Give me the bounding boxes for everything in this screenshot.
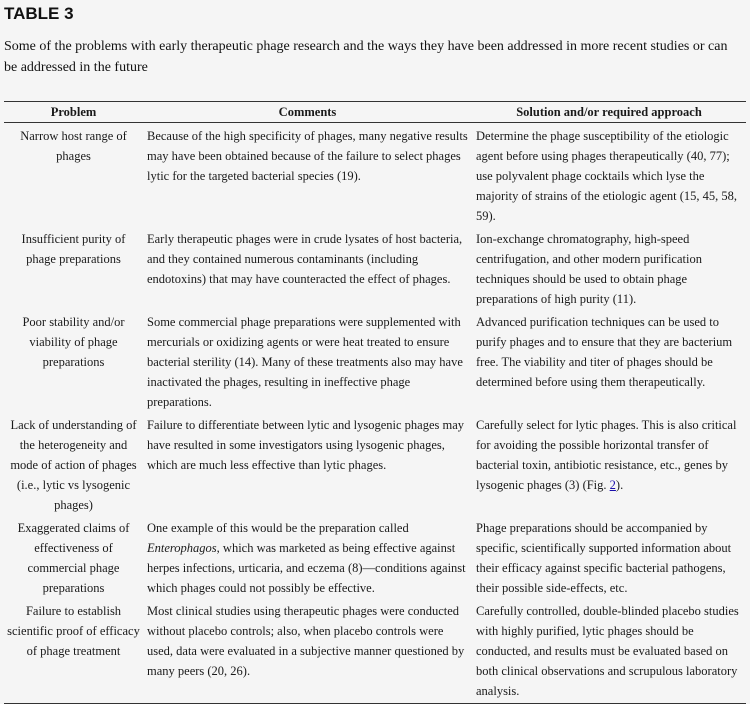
enterophagos-italic: Enterophagos — [147, 541, 217, 555]
comments-text: One example of this would be the preparation called — [147, 521, 409, 535]
problem-cell: Narrow host range of phages — [20, 129, 127, 163]
comments-cell: Early therapeutic phages were in crude lysates of host bacteria, and they contained numerous contaminants (including endotoxins) that may have counteracted the effect of phages. — [147, 232, 463, 286]
table-row — [4, 226, 746, 309]
comments-cell: Some commercial phage preparations were supplemented with mercurials or oxidizing agents or were heat treated to ensure bacterial sterility (14). Many of these treatments also may have inactivated the phages, resulting in ineffective phage preparations. — [147, 315, 463, 409]
solution-cell: Determine the phage susceptibility of the etiologic agent before using phages therapeutically (40, 77); use polyvalent phage cocktails which lyse the majority of strains of the etiologic agent (15, 45, 58, 59). — [476, 129, 738, 223]
table-title: TABLE 3 — [4, 4, 74, 23]
header-comments: Comments — [278, 105, 337, 119]
solution-text-end: ). — [615, 478, 624, 492]
header-solution: Solution and/or required approach — [516, 105, 702, 119]
phage-problems-table — [4, 101, 746, 704]
problem-cell: Poor stability and/or viability of phage preparations — [22, 315, 125, 369]
table-row — [4, 412, 746, 515]
solution-cell: Ion-exchange chromatography, high-speed centrifugation, and other modern purification techniques should be used to obtain phage preparations of high purity (11). — [476, 232, 702, 306]
figure-2-link[interactable]: 2 — [609, 478, 616, 492]
solution-cell: Phage preparations should be accompanied by specific, scientifically supported information about their efficacy against specific bacterial pathogens, their possible side-effects, etc. — [476, 521, 732, 595]
comments-cell: Failure to differentiate between lytic and lysogenic phages may have resulted in some investigators using lysogenic phages, which are much less effective than lytic phages. — [147, 418, 465, 472]
solution-cell — [472, 412, 746, 515]
solution-cell: Advanced purification techniques can be used to purify phages and to ensure that they are bacterium free. The viability and titer of phages should be determined before using them therapeutically. — [476, 315, 733, 389]
table-row — [4, 309, 746, 412]
table-row — [4, 598, 746, 704]
table-caption: Some of the problems with early therapeutic phage research and the ways they have been addressed in more recent studies or can be addressed in the future — [4, 39, 728, 75]
table-row — [4, 123, 746, 227]
comments-cell — [143, 515, 472, 598]
solution-cell: Carefully controlled, double-blinded placebo studies with highly purified, lytic phages should be conducted, and results must be evaluated based on both clinical observations and scrupulous laboratory analysis. — [476, 604, 739, 698]
solution-text: Carefully select for lytic phages. This is also critical for avoiding the possible horizontal transfer of bacterial toxin, antibiotic resistance, etc., genes by lysogenic phages (3) (Fig. — [476, 418, 737, 492]
problem-cell: Lack of understanding of the heterogeneity and mode of action of phages (i.e., lytic vs lysogenic phages) — [10, 418, 137, 512]
problem-cell: Exaggerated claims of effectiveness of commercial phage preparations — [17, 521, 130, 595]
header-problem: Problem — [50, 105, 97, 119]
comments-text-end: , which was marketed as being effective against herpes infections, urticaria, and eczema (8)—conditions against which phages could not possibly be effective. — [147, 541, 466, 595]
comments-cell: Most clinical studies using therapeutic phages were conducted without placebo controls; also, when placebo controls were used, data were evaluated in a subjective manner questioned by many peers (20, 26). — [147, 604, 465, 678]
table-row — [4, 515, 746, 598]
problem-cell: Failure to establish scientific proof of efficacy of phage treatment — [7, 604, 140, 658]
problem-cell: Insufficient purity of phage preparations — [21, 232, 126, 266]
header-row — [4, 102, 746, 123]
comments-cell: Because of the high specificity of phages, many negative results may have been obtained because of the failure to select phages lytic for the targeted bacterial species (19). — [147, 129, 468, 183]
